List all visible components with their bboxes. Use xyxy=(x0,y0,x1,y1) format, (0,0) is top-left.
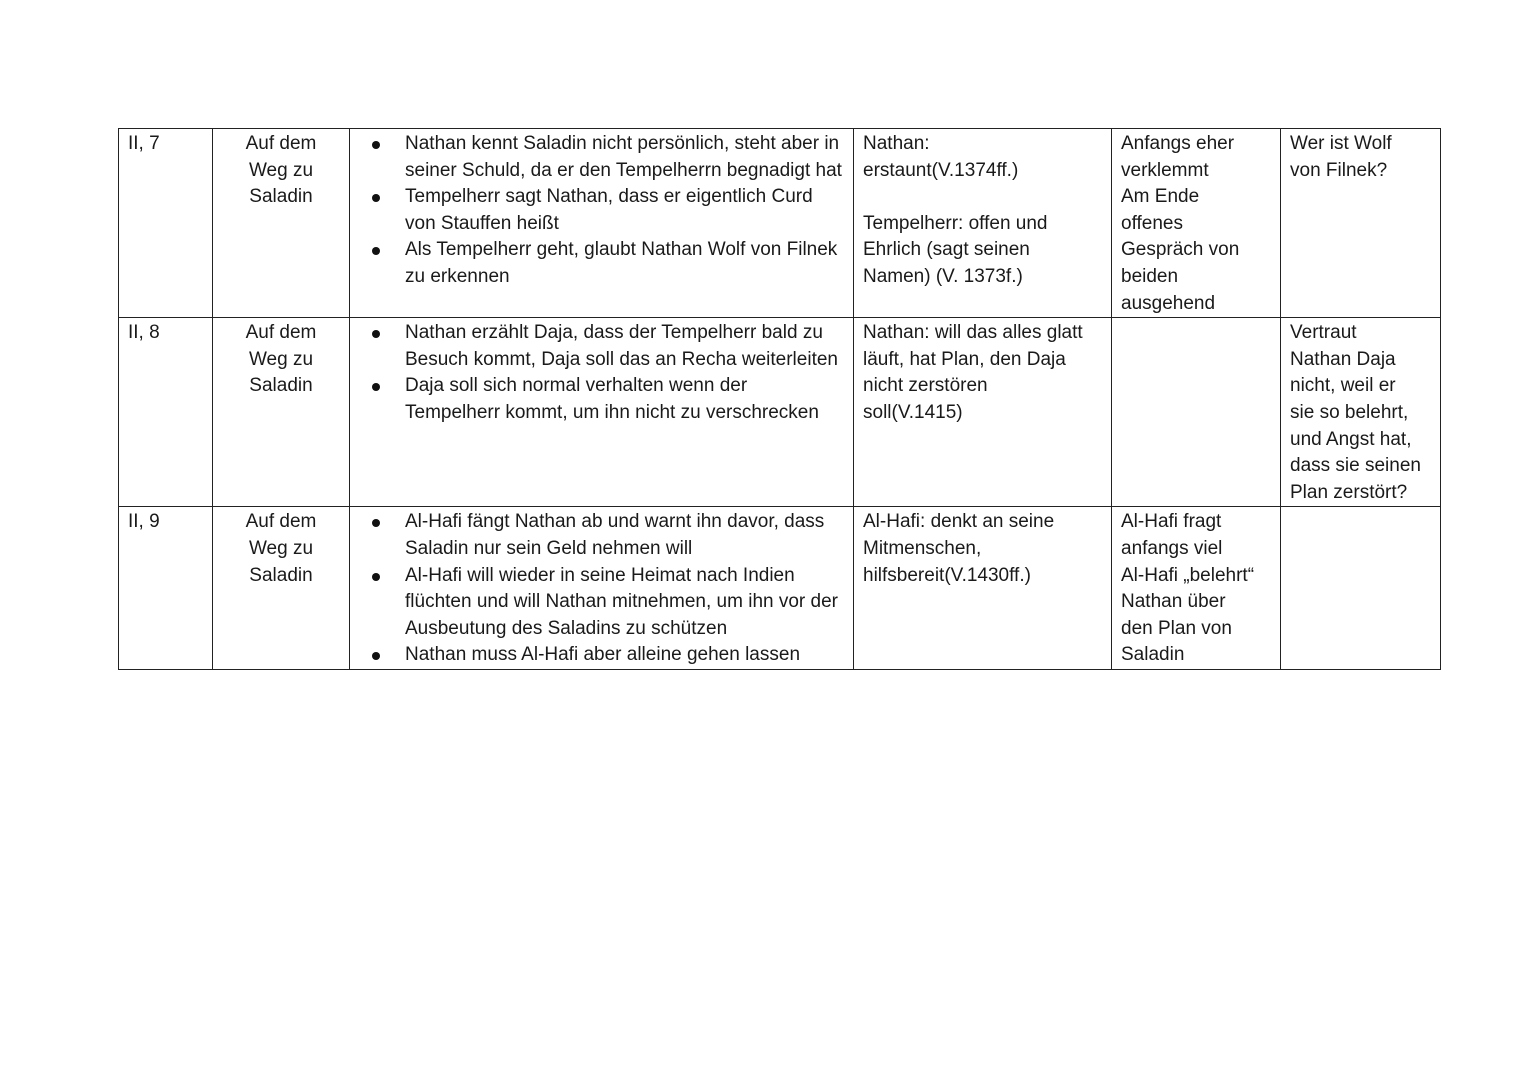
bullet-dot-icon xyxy=(372,573,380,581)
bullet-dot-icon xyxy=(372,383,380,391)
place-line: Weg zu xyxy=(248,537,314,559)
content-text: Nathan muss Al-Hafi aber alleine gehen lassen xyxy=(405,644,801,666)
characters-line: hilfsbereit(V.1430ff.) xyxy=(863,564,1031,586)
place-cell xyxy=(213,129,350,318)
place-cell xyxy=(213,507,350,670)
bullet-dot-icon xyxy=(372,519,380,527)
characters-line: Namen) (V. 1373f.) xyxy=(863,265,1023,287)
conversation-line: anfangs viel xyxy=(1121,537,1223,559)
characters-line: läuft, hat Plan, den Daja xyxy=(863,348,1066,370)
questions-line: Nathan Daja xyxy=(1290,348,1396,370)
content-bullet xyxy=(359,237,844,290)
characters-cell xyxy=(854,318,1112,507)
content-text: Nathan kennt Saladin nicht persönlich, steht aber in seiner Schuld, da er den Tempelherrn begnadigt hat xyxy=(405,133,842,181)
content-text: Al-Hafi fängt Nathan ab und warnt ihn davor, dass Saladin nur sein Geld nehmen will xyxy=(405,511,825,559)
characters-cell xyxy=(854,507,1112,670)
conversation-line: verklemmt xyxy=(1121,159,1209,181)
content-bullet xyxy=(359,184,844,237)
scene-analysis-table xyxy=(118,128,1441,670)
questions-cell xyxy=(1281,507,1441,670)
content-bullet xyxy=(359,509,844,562)
bullet-dot-icon xyxy=(372,141,380,149)
conversation-line: Saladin xyxy=(1121,644,1185,666)
spacer xyxy=(863,184,1102,211)
place-line: Weg zu xyxy=(248,159,314,181)
place-line: Auf dem xyxy=(245,511,317,533)
questions-cell xyxy=(1281,129,1441,318)
questions-line: nicht, weil er xyxy=(1290,375,1396,397)
conversation-line: Am Ende xyxy=(1121,186,1200,208)
conversation-line: ausgehend xyxy=(1121,292,1216,314)
characters-line: Nathan: will das alles glatt xyxy=(863,322,1083,344)
characters-line: soll(V.1415) xyxy=(863,401,963,423)
content-cell xyxy=(350,318,854,507)
conversation-line: Al-Hafi fragt xyxy=(1121,511,1222,533)
questions-line: dass sie seinen xyxy=(1290,455,1421,477)
content-text: Als Tempelherr geht, glaubt Nathan Wolf von Filnek zu erkennen xyxy=(405,239,838,287)
bullet-dot-icon xyxy=(372,194,380,202)
conversation-line: offenes xyxy=(1121,212,1183,234)
characters-line: Mitmenschen, xyxy=(863,537,982,559)
place-cell xyxy=(213,318,350,507)
questions-line: sie so belehrt, xyxy=(1290,401,1409,423)
place-line: Saladin xyxy=(249,375,313,397)
content-bullet xyxy=(359,131,844,184)
content-bullet xyxy=(359,563,844,643)
questions-line: von Filnek? xyxy=(1290,159,1388,181)
characters-line: nicht zerstören xyxy=(863,375,988,397)
conversation-cell xyxy=(1112,507,1281,670)
bullet-dot-icon xyxy=(372,652,380,660)
place-line: Auf dem xyxy=(245,133,317,154)
questions-line: Vertraut xyxy=(1290,322,1357,344)
place-line: Weg zu xyxy=(248,348,314,370)
content-bullet-list xyxy=(359,320,844,426)
content-text: Tempelherr sagt Nathan, dass er eigentlich Curd von Stauffen heißt xyxy=(405,186,813,234)
conversation-cell xyxy=(1112,129,1281,318)
characters-cell xyxy=(854,129,1112,318)
conversation-line: beiden xyxy=(1121,265,1179,287)
characters-line: Al-Hafi: denkt an seine xyxy=(863,511,1055,533)
content-bullet-list xyxy=(359,509,844,669)
bullet-dot-icon xyxy=(372,330,380,338)
content-bullet xyxy=(359,373,844,426)
characters-line: Ehrlich (sagt seinen xyxy=(863,239,1030,261)
questions-line: und Angst hat, xyxy=(1290,428,1412,450)
content-bullet-list xyxy=(359,131,844,291)
characters-line: erstaunt(V.1374ff.) xyxy=(863,159,1019,181)
place-line: Saladin xyxy=(249,186,313,208)
characters-line: Nathan: xyxy=(863,133,930,154)
conversation-line: Nathan über xyxy=(1121,591,1226,613)
content-bullet xyxy=(359,320,844,373)
table-row xyxy=(119,129,1441,318)
conversation-line: Al-Hafi „belehrt“ xyxy=(1121,564,1255,586)
questions-cell xyxy=(1281,318,1441,507)
content-text: Al-Hafi will wieder in seine Heimat nach Indien flüchten und will Nathan mitnehmen, um ihn vor der Ausbeutung des Saladins zu schützen xyxy=(405,564,839,639)
conversation-line: Gespräch von xyxy=(1121,239,1240,261)
content-text: Nathan erzählt Daja, dass der Tempelherr bald zu Besuch kommt, Daja soll das an Recha weiterleiten xyxy=(405,322,838,370)
content-cell xyxy=(350,507,854,670)
scene-cell: II, 8 xyxy=(119,318,213,507)
content-text: Daja soll sich normal verhalten wenn der Tempelherr kommt, um ihn nicht zu verschrecken xyxy=(405,375,819,423)
scene-cell: II, 9 xyxy=(119,507,213,670)
conversation-line: den Plan von xyxy=(1121,617,1232,639)
conversation-line: Anfangs eher xyxy=(1121,133,1235,154)
characters-line: Tempelherr: offen und xyxy=(863,212,1048,234)
table-row xyxy=(119,507,1441,670)
content-cell xyxy=(350,129,854,318)
content-bullet xyxy=(359,642,844,669)
place-line: Auf dem xyxy=(245,322,317,344)
scene-cell: II, 7 xyxy=(119,129,213,318)
table-row xyxy=(119,318,1441,507)
questions-line: Plan zerstört? xyxy=(1290,481,1408,503)
place-line: Saladin xyxy=(249,564,313,586)
bullet-dot-icon xyxy=(372,247,380,255)
questions-line: Wer ist Wolf xyxy=(1290,133,1392,154)
conversation-cell xyxy=(1112,318,1281,507)
